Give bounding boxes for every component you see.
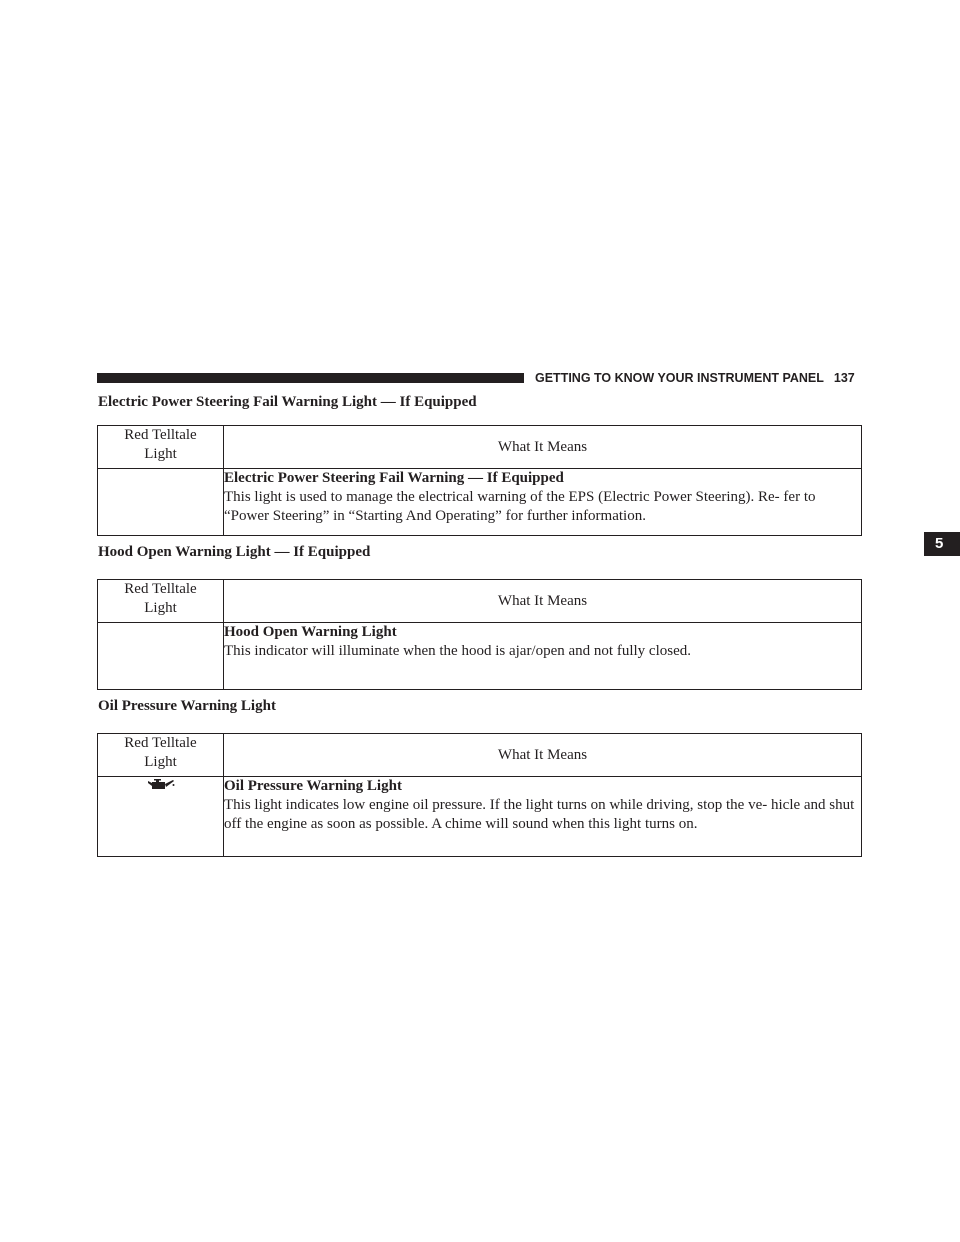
table-header-row: [98, 426, 862, 469]
running-header: [535, 370, 865, 386]
header-cell-meaning: What It Means: [224, 580, 862, 623]
header-telltale-line2: Light: [144, 446, 177, 462]
entry-title: Oil Pressure Warning Light: [224, 778, 402, 794]
table-row: [98, 623, 862, 690]
meaning-cell: [224, 777, 862, 857]
oil-can-icon: [147, 777, 175, 791]
oil-telltale-table: [97, 733, 862, 857]
header-telltale-line1: Red Telltale: [124, 735, 197, 751]
header-rule: [97, 373, 524, 383]
entry-body: This light is used to manage the electrical warning of the EPS (Electric Power Steering). Re- fer to “Power Steering” in “Starting And Operating” for further information.: [224, 489, 816, 524]
header-cell-meaning: What It Means: [224, 734, 862, 777]
table-row: [98, 469, 862, 536]
meaning-cell: [224, 623, 862, 690]
header-telltale-line2: Light: [144, 754, 177, 770]
header-telltale-line1: Red Telltale: [124, 581, 197, 597]
entry-title: Electric Power Steering Fail Warning — If Equipped: [224, 470, 564, 486]
header-cell-telltale: [98, 426, 224, 469]
header-telltale-line1: Red Telltale: [124, 427, 197, 443]
section-title-eps: Electric Power Steering Fail Warning Light — If Equipped: [98, 394, 477, 410]
header-cell-telltale: [98, 734, 224, 777]
meaning-cell: [224, 469, 862, 536]
table-row: [98, 777, 862, 857]
telltale-icon-cell-empty: [98, 623, 224, 690]
entry-title: Hood Open Warning Light: [224, 624, 397, 640]
running-header-title: GETTING TO KNOW YOUR INSTRUMENT PANEL: [535, 371, 824, 385]
hood-telltale-table: [97, 579, 862, 690]
table-header-row: [98, 580, 862, 623]
telltale-icon-cell-empty: [98, 469, 224, 536]
table-header-row: [98, 734, 862, 777]
header-cell-telltale: [98, 580, 224, 623]
entry-body: This light indicates low engine oil pressure. If the light turns on while driving, stop the ve- hicle and shut off the engine as soon as possible. A chime will sound when this light turns on.: [224, 797, 855, 832]
entry-body: This indicator will illuminate when the hood is ajar/open and not fully closed.: [224, 643, 691, 659]
page-number: 137: [833, 371, 855, 385]
section-title-oil: Oil Pressure Warning Light: [98, 698, 276, 714]
section-title-hood: Hood Open Warning Light — If Equipped: [98, 544, 371, 560]
header-telltale-line2: Light: [144, 600, 177, 616]
header-cell-meaning: What It Means: [224, 426, 862, 469]
eps-telltale-table: [97, 425, 862, 536]
telltale-icon-cell: [98, 777, 224, 857]
chapter-tab: 5: [924, 532, 960, 556]
